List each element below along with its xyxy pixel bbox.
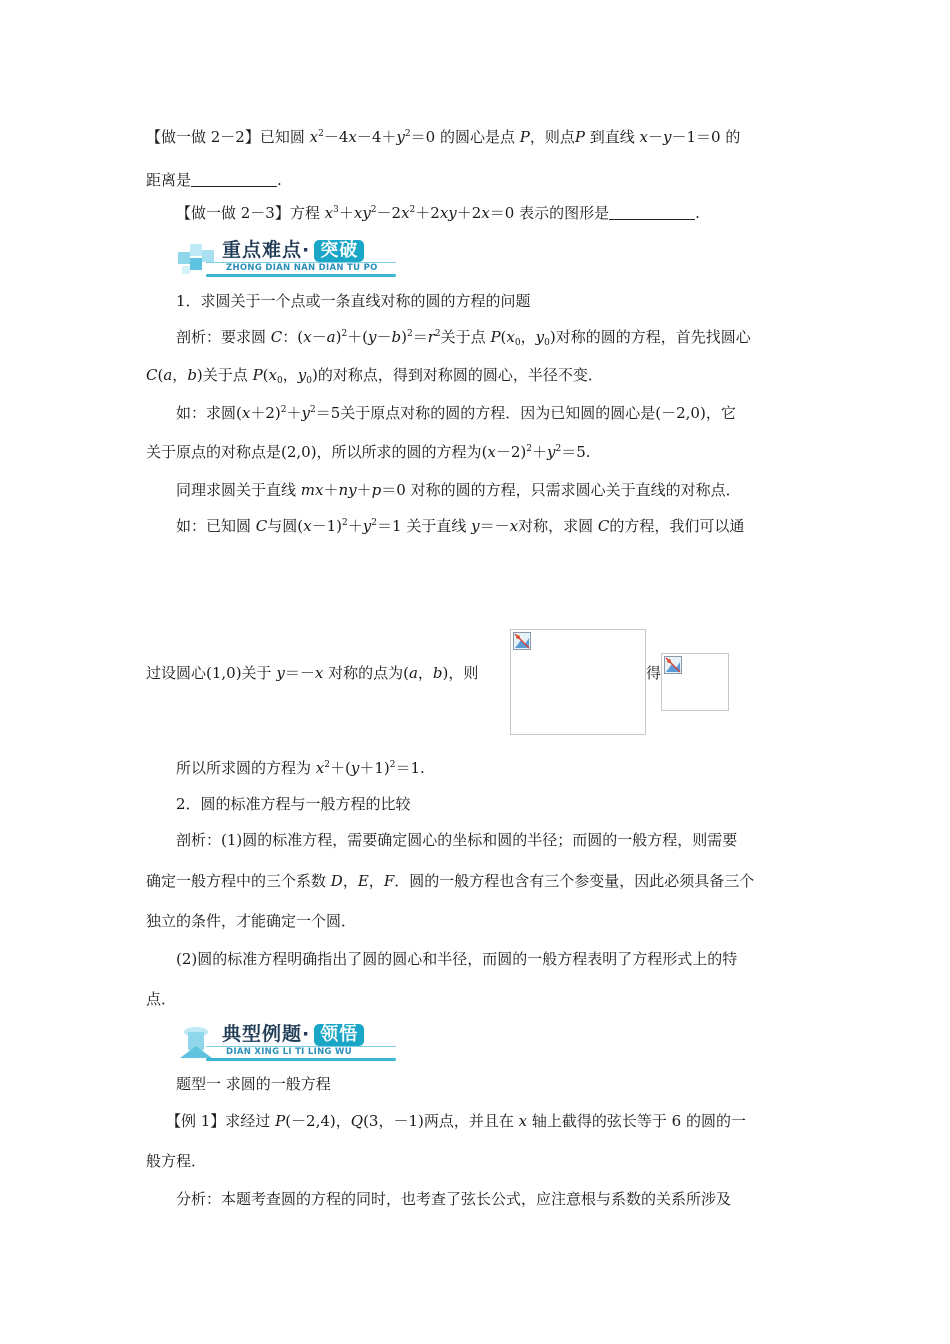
text: 关于点	[440, 328, 486, 346]
banner-title-text: 典型例题	[222, 1023, 303, 1045]
banner-bar	[206, 1058, 396, 1061]
analysis-line: 分析：本题考查圆的方程的同时，也考查了弦长公式，应注意根与系数的关系所涉及	[176, 1190, 732, 1208]
section-banner-examples	[176, 1022, 398, 1064]
text: 两点，并且在	[423, 1112, 514, 1130]
text: 到直线	[589, 128, 635, 146]
banner-title-text: 重点难点	[222, 239, 303, 261]
text: 【做一做 2－2】已知圆	[146, 128, 305, 146]
text: 过设圆心(1,0)关于	[146, 664, 272, 682]
text: )，则	[442, 664, 479, 682]
section2-title: 2．圆的标准方程与一般方程的比较	[176, 795, 411, 813]
section1-p1: 剖析：要求圆 C：$(x-a)^2+(y-b)^2=r^2$关于点 $P(x_0$，$y_0$)对称的圆的方程，首先找圆心	[176, 328, 751, 348]
text: 关于原点对称的圆的方程．因为已知圆的圆心是(－2,0)，它	[340, 404, 736, 422]
section2-p2: 确定一般方程中的三个系数 D，E，F．圆的一般方程也含有三个参变量，因此必须具备三个	[146, 872, 755, 890]
exercise-2-2-line1: 【做一做 2－2】已知圆 $x^2-4x-4+y^2=0$ 的圆心是点 P，则点P 到直线 x－y－1＝0 的	[146, 128, 741, 146]
section1-p2: C(a，b)关于点 $P(x_0$，$y_0$)的对称点，得到对称圆的圆心，半径不变．	[146, 366, 603, 386]
text: 表示的图形是	[519, 204, 610, 222]
banner-tag: 突破	[314, 240, 364, 262]
banner-tag: 领悟	[314, 1024, 364, 1046]
section1-p4: 关于原点的对称点是(2,0)，所以所求的圆的方程为$(x-2)^2+y^2=5$.	[146, 443, 591, 461]
broken-image-icon	[513, 632, 531, 650]
result-image-placeholder	[661, 653, 729, 711]
exercise-2-2-line2: 距离是 .	[146, 171, 282, 189]
section1-p7: 过设圆心(1,0)关于 y＝－x 对称的点为(a，b)，则	[146, 664, 479, 682]
text: 的方程，我们可以通	[609, 517, 745, 535]
text: 【做一做 2－3】方程	[176, 204, 320, 222]
text: 确定一般方程中的三个系数	[146, 872, 327, 890]
section2-p5: 点．	[146, 990, 177, 1008]
equation-image-placeholder	[510, 629, 646, 735]
banner-title	[222, 1022, 364, 1046]
banner-bar	[206, 274, 396, 277]
text: 的对称点，得到对称圆的圆心，半径不变．	[317, 366, 603, 384]
text: 关于直线	[406, 517, 467, 535]
cubes-icon	[176, 240, 222, 276]
question-type-1: 题型一 求圆的一般方程	[176, 1075, 331, 1093]
text: 轴上截得的弦长等于 6 的圆的一	[531, 1112, 746, 1130]
text: ，	[417, 664, 433, 682]
section1-p5: 同理求圆关于直线 mx＋ny＋p＝0 对称的圆的方程，只需求圆心关于直线的对称点．	[176, 481, 741, 499]
text: 的	[725, 128, 741, 146]
text: 对称的点为(	[328, 664, 409, 682]
banner-pinyin: DIAN XING LI TI LING WU	[226, 1047, 352, 1057]
text: 如：求圆	[176, 404, 237, 422]
example-1-line1: 【例 1】求经过 P(－2,4)，Q(3，－1)两点，并且在 x 轴上截得的弦长等于 6 的圆的一	[166, 1112, 746, 1130]
banner-dot: ·	[302, 1023, 311, 1045]
text: ，则点	[529, 128, 575, 146]
text: 对称的圆的方程，只需求圆心关于直线的对称点．	[410, 481, 741, 499]
text: 同理求圆关于直线	[176, 481, 297, 499]
text: 的圆心是点	[439, 128, 515, 146]
text: ．圆的一般方程也含有三个参变量，因此必须具备三个	[394, 872, 755, 890]
text: 所以所求圆的方程为	[176, 759, 312, 777]
text: 距离是	[146, 171, 192, 189]
section-banner-key-points	[176, 238, 398, 280]
section1-title: 1．求圆关于一个点或一条直线对称的圆的方程的问题	[176, 292, 531, 310]
section2-p4: (2)圆的标准方程明确指出了圆的圆心和半径，而圆的一般方程表明了方程形式上的特	[176, 950, 738, 968]
answer-blank	[609, 205, 695, 220]
text: 剖析：要求圆	[176, 328, 267, 346]
broken-image-icon	[664, 656, 682, 674]
section2-p1: 剖析：(1)圆的标准方程，需要确定圆心的坐标和圆的半径；而圆的一般方程，则需要	[176, 831, 738, 849]
text: 关于点	[202, 366, 248, 384]
text: 【例 1】求经过	[166, 1112, 271, 1130]
banner-title	[222, 238, 364, 262]
banner-dot: ·	[302, 239, 311, 261]
banner-pinyin: ZHONG DIAN NAN DIAN TU PO	[226, 263, 378, 273]
section1-p3: 如：求圆$(x+2)^2+y^2=5$关于原点对称的圆的方程．因为已知圆的圆心是(－2,0)，它	[176, 404, 736, 422]
section2-p3: 独立的条件，才能确定一个圆．	[146, 912, 357, 930]
answer-blank	[191, 172, 277, 187]
text: 得	[646, 664, 662, 682]
section1-p8: 所以所求圆的方程为 $x^2+(y+1)^2=1$.	[176, 759, 425, 777]
text: 如：已知圆	[176, 517, 252, 535]
text: 关于原点的对称点是(2,0)，所以所求的圆的方程为	[146, 443, 482, 461]
telescope-icon	[176, 1024, 222, 1060]
exercise-2-3: 【做一做 2－3】方程 $x^3+xy^2-2x^2+2xy+2x=0$ 表示的图形是 .	[176, 204, 700, 222]
text: 对称的圆的方程，首先找圆心	[555, 328, 751, 346]
text: 与圆	[267, 517, 298, 535]
example-1-line2: 般方程．	[146, 1152, 207, 1170]
section1-p6: 如：已知圆 C与圆$(x-1)^2+y^2=1$ 关于直线 y＝－x对称，求圆 C的方程，我们可以通	[176, 517, 745, 535]
text: 对称，求圆	[518, 517, 594, 535]
